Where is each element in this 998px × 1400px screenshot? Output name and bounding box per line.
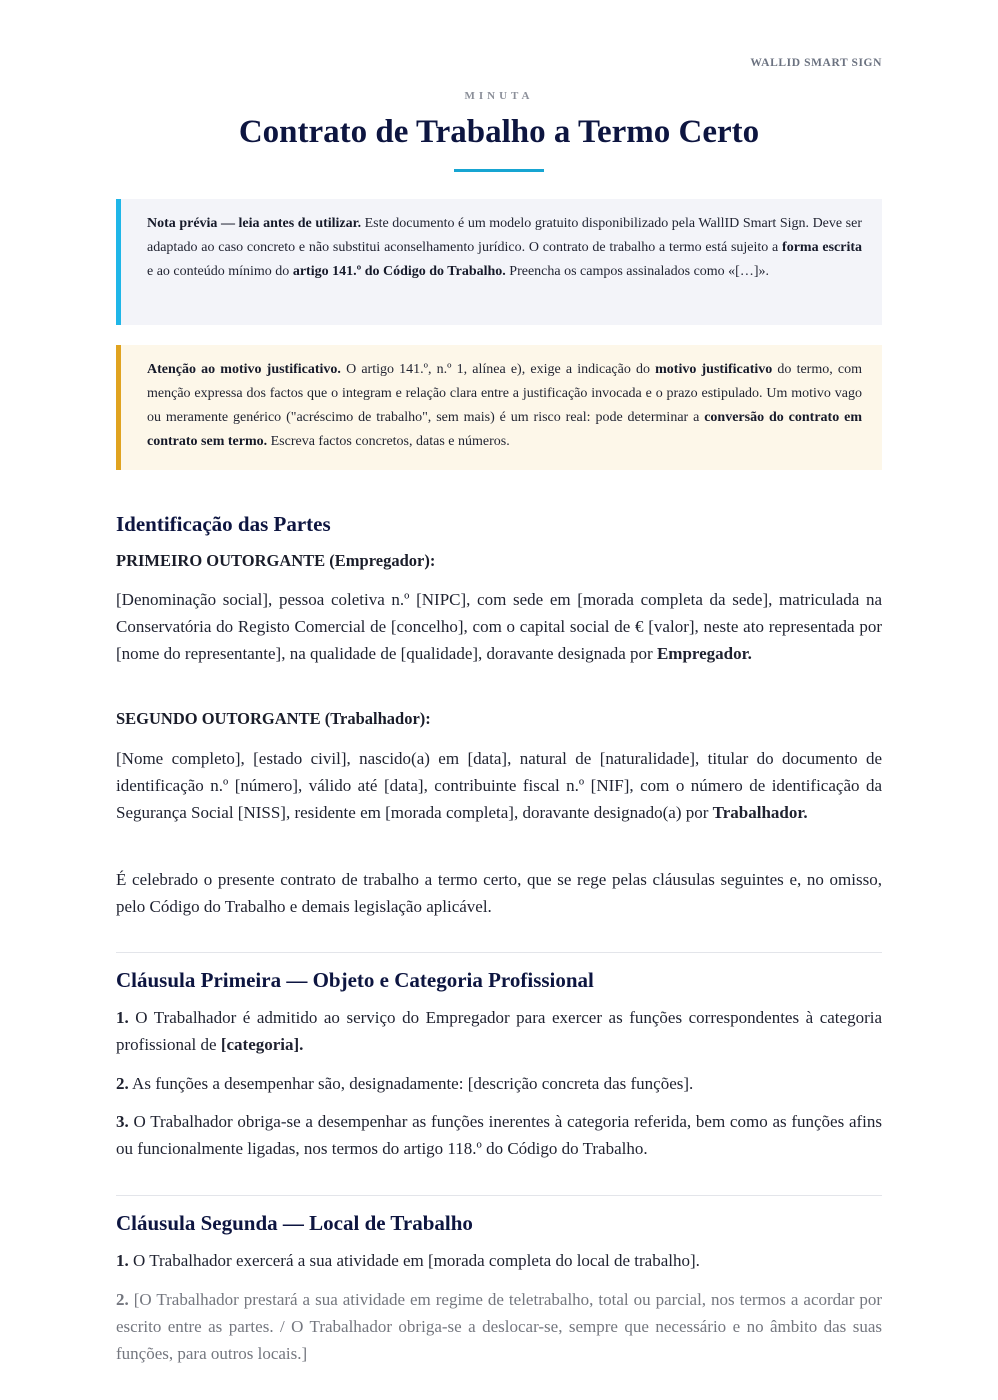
warning-note-text: O artigo 141.º, n.º 1, alínea e), exige a indicação do (340, 362, 656, 377)
warning-note (116, 345, 882, 470)
primeiro-outorgante-details: [Denominação social], pessoa coletiva n.º [NIPC], com sede em [morada completa da sede], matriculada na Conservatória do Registo Comercial de [concelho], com o capital social de € [valor], neste ato representada por [nome do representante], na qualidade de [qualidade], doravante designada por (116, 590, 882, 663)
section-divider (116, 952, 882, 953)
info-note-bold: artigo 141.º do Código do Trabalho. (292, 264, 506, 279)
segundo-outorgante-details: [Nome completo], [estado civil], nascido(a) em [data], natural de [naturalidade], titular do documento de identificação n.º [número], válido até [data], contribuinte fiscal n.º [NIF], com o número de identificação da Segurança Social [NISS], residente em [morada completa], doravante designado(a) por (116, 749, 882, 822)
partes-closing-text: É celebrado o presente contrato de trabalho a termo certo, que se rege pelas cláusulas seguintes e, no omisso, pelo Código do Trabalho e demais legislação aplicável. (116, 870, 882, 916)
paragraph-text: As funções a desempenhar são, designadamente: [descrição concreta das funções]. (128, 1074, 694, 1093)
warning-note-lead: Atenção ao motivo justificativo. (147, 362, 341, 377)
section-divider (116, 1195, 882, 1196)
segundo-outorgante-text (116, 745, 882, 826)
paragraph-number: 3. (116, 1112, 129, 1131)
section-heading-clausula-primeira: Cláusula Primeira — Objeto e Categoria Profissional (116, 968, 594, 992)
clausula2-paragraph-1 (116, 1247, 882, 1274)
paragraph-text: O Trabalhador obriga-se a desempenhar as funções inerentes à categoria referida, bem como as funções afins ou funcionalmente ligadas, nos termos do artigo 118.º do Código do Trabalho. (116, 1112, 882, 1158)
document-eyebrow: MINUTA (464, 90, 534, 102)
segundo-outorgante-designation: Trabalhador. (712, 803, 808, 822)
paragraph-text: O Trabalhador é admitido ao serviço do Empregador para exercer as funções correspondentes à categoria profissional de (116, 1008, 882, 1054)
info-note-bold: forma escrita (782, 240, 862, 255)
primeiro-outorgante-text (116, 586, 882, 667)
paragraph-text: O Trabalhador exercerá a sua atividade em [morada completa do local de trabalho]. (128, 1251, 700, 1270)
paragraph-number: 2. (116, 1290, 129, 1309)
section-heading-partes: Identificação das Partes (116, 512, 331, 536)
warning-note-text: do termo, com menção expressa dos factos que o integram e relação clara entre a justificação invocada e o prazo estipulado. Um motivo vago ou meramente genérico ("acréscimo de trabalho", sem mais) é um risco real: pode determinar a (147, 362, 862, 425)
warning-note-bold: conversão do contrato em contrato sem termo. (147, 410, 862, 449)
title-underline (454, 169, 544, 172)
warning-note-text: Escreva factos concretos, datas e números. (267, 434, 510, 449)
brand-label: WALLID SMART SIGN (750, 57, 882, 69)
paragraph-number: 1. (116, 1251, 129, 1270)
paragraph-number: 1. (116, 1008, 129, 1027)
info-note (116, 199, 882, 325)
clausula2-paragraph-2 (116, 1286, 882, 1367)
paragraph-number: 2. (116, 1074, 129, 1093)
warning-note-bold: motivo justificativo (655, 362, 773, 377)
section-heading-clausula-segunda: Cláusula Segunda — Local de Trabalho (116, 1211, 473, 1235)
clausula1-paragraph-2 (116, 1070, 882, 1097)
info-note-text: e ao conteúdo mínimo do (147, 264, 293, 279)
info-note-lead: Nota prévia — leia antes de utilizar. (147, 216, 362, 231)
primeiro-outorgante-label: PRIMEIRO OUTORGANTE (Empregador): (116, 551, 436, 570)
document-title: Contrato de Trabalho a Termo Certo (238, 114, 760, 150)
paragraph-text: [O Trabalhador prestará a sua atividade em regime de teletrabalho, total ou parcial, nos termos a acordar por escrito entre as partes. / O Trabalhador obriga-se a deslocar-se, sempre que necessário e no âmbito das suas funções, para outros locais.] (116, 1290, 882, 1363)
clausula1-paragraph-1 (116, 1004, 882, 1058)
clausula1-paragraph-3 (116, 1108, 882, 1162)
paragraph-bold: [categoria]. (220, 1035, 304, 1054)
info-note-text: Este documento é um modelo gratuito disponibilizado pela WallID Smart Sign. Deve ser adaptado ao caso concreto e não substitui aconselhamento jurídico. O contrato de trabalho a termo está sujeito a (147, 216, 862, 255)
info-note-text: Preencha os campos assinalados como «[…]». (505, 264, 769, 279)
primeiro-outorgante-designation: Empregador. (656, 644, 752, 663)
segundo-outorgante-label: SEGUNDO OUTORGANTE (Trabalhador): (116, 709, 431, 728)
